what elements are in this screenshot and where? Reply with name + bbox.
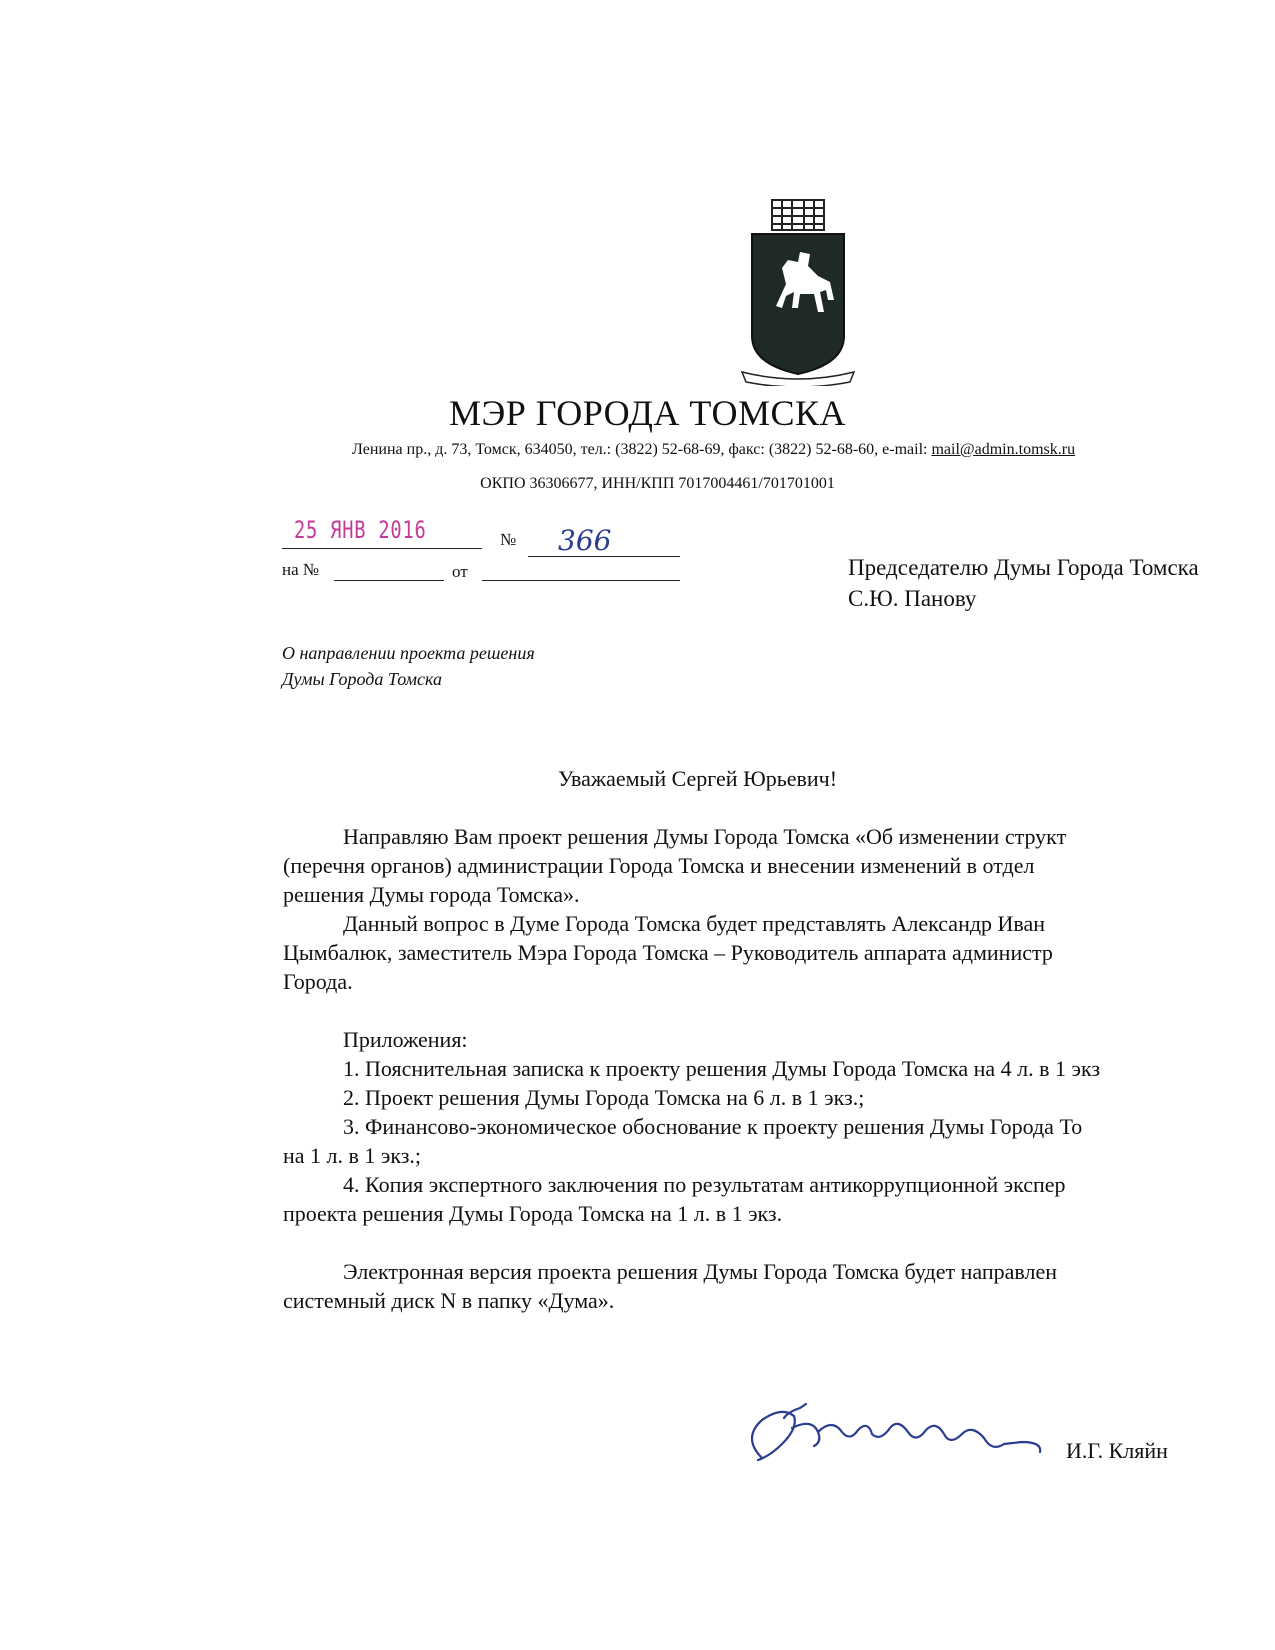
attachment-item-continuation: на 1 л. в 1 экз.; [283, 1143, 422, 1168]
address-text: Ленина пр., д. 73, Томск, 634050, тел.: (3822) 52-68-69, факс: (3822) 52-68-60, e-mail: [352, 441, 932, 458]
subject-block [282, 640, 535, 692]
attachment-item: 3. Финансово-экономическое обоснование к проекту решения Думы Города То [343, 1114, 1083, 1139]
attachment-item: 4. Копия экспертного заключения по результатам антикоррупционной экспер [343, 1172, 1066, 1197]
body-line: (перечня органов) администрации Города Томска и внесении изменений в отдел [283, 853, 1035, 878]
attachment-item: 2. Проект решения Думы Города Томска на 6 л. в 1 экз.; [343, 1085, 865, 1110]
recipient-title: Председателю Думы Города Томска [848, 555, 1199, 580]
greeting: Уважаемый Сергей Юрьевич! [557, 766, 838, 791]
electronic-version-line: Электронная версия проекта решения Думы Города Томска будет направлен [343, 1259, 1058, 1284]
date-stamp: 25 ЯНВ 2016 [294, 516, 427, 544]
attachment-item-continuation: проекта решения Думы Города Томска на 1 л. в 1 экз. [283, 1201, 783, 1226]
subject-line: О направлении проекта решения [282, 643, 535, 663]
body-line: Города. [283, 969, 353, 994]
handwritten-signature-icon [722, 1398, 1062, 1478]
signatory-name: И.Г. Кляйн [1066, 1438, 1168, 1463]
body-line: Цымбалюк, заместитель Мэра Города Томска – Руководитель аппарата администр [283, 940, 1053, 965]
reference-number-underline [334, 580, 444, 581]
email-link[interactable]: mail@admin.tomsk.ru [931, 441, 1076, 458]
okpo-line: ОКПО 36306677, ИНН/КПП 7017004461/701701001 [480, 475, 835, 492]
address-line [352, 441, 1075, 459]
number-underline [528, 556, 680, 557]
number-label: № [500, 530, 517, 549]
recipient-name: С.Ю. Панову [848, 586, 977, 611]
attachment-item: 1. Пояснительная записка к проекту решения Думы Города Томска на 4 л. в 1 экз [343, 1056, 1101, 1081]
attachments-heading: Приложения: [343, 1027, 468, 1052]
body-line: решения Думы города Томска». [283, 882, 580, 907]
body-line: Направляю Вам проект решения Думы Города Томска «Об изменении структ [343, 824, 1067, 849]
reference-date-underline [482, 580, 680, 581]
electronic-version-line: системный диск N в папку «Дума». [283, 1288, 615, 1313]
organization-title: МЭР ГОРОДА ТОМСКА [449, 393, 846, 433]
outgoing-number: 366 [558, 524, 612, 557]
date-underline [282, 548, 482, 549]
coat-of-arms-icon [738, 196, 858, 386]
recipient-block [848, 552, 1199, 614]
letter-body [283, 822, 1275, 1315]
subject-line: Думы Города Томска [282, 669, 442, 689]
reference-number-label: на № [282, 560, 320, 579]
body-line: Данный вопрос в Думе Города Томска будет представлять Александр Иван [343, 911, 1046, 936]
reference-date-label: от [452, 562, 468, 581]
